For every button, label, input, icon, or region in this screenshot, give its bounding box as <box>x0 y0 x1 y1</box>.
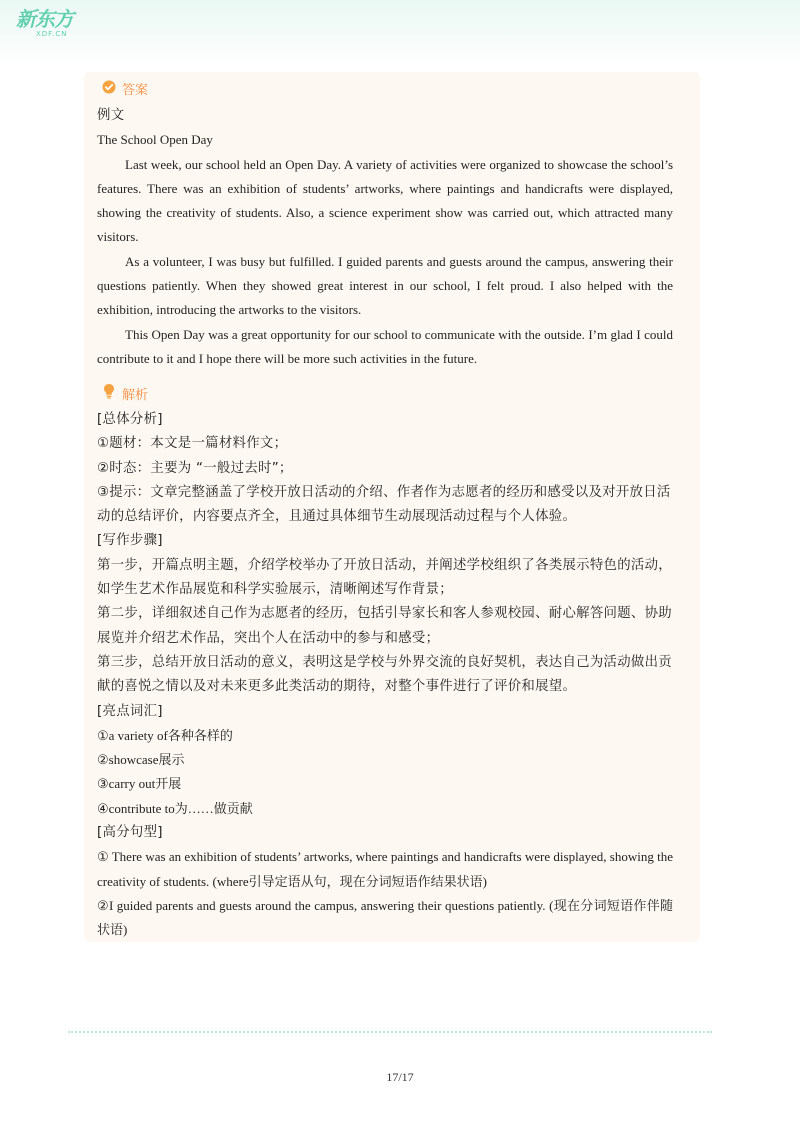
section-label: [亮点词汇] <box>97 703 163 719</box>
logo-domain: XDF.CN <box>36 30 68 38</box>
page-number: 17/17 <box>386 1070 414 1084</box>
essay-title: The School Open Day <box>97 132 213 148</box>
essay-paragraph: This Open Day was a great opportunity for our school to communicate with the outside. I’m glad I could contribute to it and I hope there will be more such activities in the future. <box>97 326 673 366</box>
brand-logo <box>16 8 86 48</box>
answer-heading-label: 答案 <box>122 83 149 98</box>
sentence-pattern: ②I guided parents and guests around the campus, answering their questions patiently. (现在分词短语作伴随状语) <box>97 897 673 938</box>
analysis-heading-label: 解析 <box>122 387 149 403</box>
vocab-item: ①a variety of各种各样的 <box>97 727 233 743</box>
vocab-item: ④contribute to为……做贡献 <box>97 800 253 816</box>
analysis-item: ②时态：主要为 “一般过去时”； <box>97 460 293 476</box>
logo-wordmark: 新东方 <box>16 7 73 31</box>
header-band <box>0 0 800 64</box>
analysis-item: ③提示：文章完整涵盖了学校开放日活动的介绍、作者作为志愿者的经历和感受以及对开放日活动的总结评价，内容要点齐全，且通过具体细节生动展现活动过程与个人体验。 <box>97 484 671 525</box>
analysis-item: ①题材：本文是一篇材料作文； <box>97 436 288 452</box>
answer-heading <box>102 79 148 98</box>
writing-step: 第三步，总结开放日活动的意义，表明这是学校与外界交流的良好契机，表达自己为活动做出贡献的喜悦之情以及对未来更多此类活动的期待，对整个事件进行了评价和展望。 <box>97 654 673 695</box>
writing-step: 第一步，开篇点明主题，介绍学校举办了开放日活动，并阐述学校组织了各类展示特色的活动，如学生艺术作品展览和科学实验展示，清晰阐述写作背景； <box>97 557 673 598</box>
essay-paragraph: Last week, our school held an Open Day. A variety of activities were organized to showcase the school’s features. There was an exhibition of students’ artworks, where paintings and handicrafts were displayed, showing the creativity of students. Also, a science experiment show was carried out, which attracted many visitors. <box>97 156 673 245</box>
section-label: [高分句型] <box>97 825 163 841</box>
check-circle-icon <box>102 80 116 98</box>
sentence-pattern: ① There was an exhibition of students’ artworks, where paintings and handicrafts were displayed, showing the creativity of students. (where引导定语从句，现在分词短语作结果状语) <box>97 849 673 889</box>
answer-content <box>97 104 673 371</box>
essay-paragraph: As a volunteer, I was busy but fulfilled. I guided parents and guests around the campus, answering their questions patiently. When they showed great interest in our school, I felt proud. I also helped with the exhibition, introducing the artworks to the visitors. <box>97 253 673 318</box>
writing-step: 第二步，详细叙述自己作为志愿者的经历，包括引导家长和客人参观校园、耐心解答问题、协助展览并介绍艺术作品，突出个人在活动中的参与和感受； <box>97 606 673 646</box>
lightbulb-icon <box>102 383 116 403</box>
analysis-heading <box>102 383 148 403</box>
vocab-item: ③carry out开展 <box>97 776 182 792</box>
vocab-item: ②showcase展示 <box>97 752 185 768</box>
section-label: [写作步骤] <box>97 533 163 549</box>
section-label: [总体分析] <box>97 412 163 427</box>
subtitle: 例文 <box>97 108 125 123</box>
footer-divider <box>68 1031 712 1033</box>
analysis-content <box>97 408 673 943</box>
